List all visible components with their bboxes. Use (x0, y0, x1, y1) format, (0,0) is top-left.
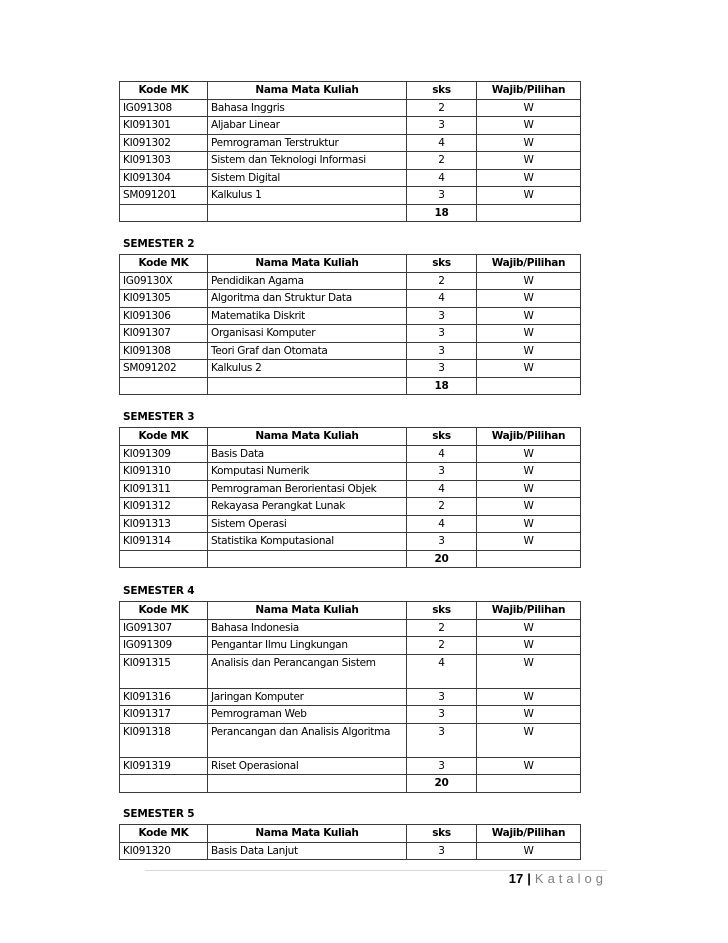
table-row (120, 445, 581, 463)
course-name: Organisasi Komputer (208, 325, 407, 343)
course-type: W (477, 290, 581, 308)
course-type: W (477, 654, 581, 688)
page-footer (509, 871, 607, 886)
course-name: Teori Graf dan Otomata (208, 342, 407, 360)
course-name: Pengantar Ilmu Lingkungan (208, 637, 407, 655)
course-code: KI091302 (120, 134, 208, 152)
course-type: W (477, 498, 581, 516)
course-type: W (477, 99, 581, 117)
header-wajib-pilihan: Wajib/Pilihan (477, 428, 581, 446)
course-code: KI091317 (120, 706, 208, 724)
course-code: KI091304 (120, 169, 208, 187)
total-sks: 18 (407, 377, 477, 395)
table-row (120, 325, 581, 343)
footer-label: Katalog (534, 871, 607, 886)
course-type: W (477, 169, 581, 187)
course-type: W (477, 515, 581, 533)
course-code: KI091313 (120, 515, 208, 533)
course-type: W (477, 533, 581, 551)
table-row (120, 619, 581, 637)
table-row (120, 117, 581, 135)
course-type: W (477, 480, 581, 498)
course-sks: 3 (407, 187, 477, 205)
course-type: W (477, 463, 581, 481)
course-name: Pendidikan Agama (208, 272, 407, 290)
header-sks: sks (407, 825, 477, 843)
course-name: Sistem Operasi (208, 515, 407, 533)
table-header-row (120, 428, 581, 446)
course-sks: 3 (407, 117, 477, 135)
course-sks: 4 (407, 169, 477, 187)
table-row (120, 757, 581, 775)
header-nama-mata-kuliah: Nama Mata Kuliah (208, 428, 407, 446)
table-row (120, 637, 581, 655)
header-sks: sks (407, 428, 477, 446)
table-row (120, 842, 581, 860)
semester-4-table (119, 601, 581, 793)
course-sks: 3 (407, 706, 477, 724)
course-sks: 3 (407, 325, 477, 343)
course-type: W (477, 706, 581, 724)
course-name: Pemrograman Web (208, 706, 407, 724)
course-name: Basis Data Lanjut (208, 842, 407, 860)
course-name: Analisis dan Perancangan Sistem (208, 654, 407, 688)
total-sks: 20 (407, 550, 477, 568)
course-type: W (477, 134, 581, 152)
course-name: Sistem Digital (208, 169, 407, 187)
course-type: W (477, 152, 581, 170)
course-code: KI091312 (120, 498, 208, 516)
table-row (120, 169, 581, 187)
table-row (120, 480, 581, 498)
table-header-row (120, 602, 581, 620)
header-wajib-pilihan: Wajib/Pilihan (477, 825, 581, 843)
course-code: KI091314 (120, 533, 208, 551)
course-name: Basis Data (208, 445, 407, 463)
course-sks: 2 (407, 99, 477, 117)
course-code: KI091320 (120, 842, 208, 860)
header-kode-mk: Kode MK (120, 602, 208, 620)
course-name: Jaringan Komputer (208, 688, 407, 706)
course-sks: 3 (407, 723, 477, 757)
course-code: KI091318 (120, 723, 208, 757)
table-row (120, 307, 581, 325)
header-nama-mata-kuliah: Nama Mata Kuliah (208, 255, 407, 273)
course-code: KI091319 (120, 757, 208, 775)
course-name: Sistem dan Teknologi Informasi (208, 152, 407, 170)
course-sks: 4 (407, 480, 477, 498)
course-type: W (477, 688, 581, 706)
table-row (120, 152, 581, 170)
table-row (120, 463, 581, 481)
header-kode-mk: Kode MK (120, 255, 208, 273)
total-row (120, 377, 581, 395)
total-row (120, 204, 581, 222)
semester-3-table (119, 427, 581, 568)
course-type: W (477, 272, 581, 290)
total-sks: 18 (407, 204, 477, 222)
course-sks: 2 (407, 619, 477, 637)
semester-5-title: SEMESTER 5 (123, 808, 195, 820)
course-code: KI091306 (120, 307, 208, 325)
header-kode-mk: Kode MK (120, 428, 208, 446)
course-type: W (477, 325, 581, 343)
table-header-row (120, 255, 581, 273)
course-name: Algoritma dan Struktur Data (208, 290, 407, 308)
course-sks: 4 (407, 654, 477, 688)
course-code: IG091308 (120, 99, 208, 117)
course-name: Kalkulus 1 (208, 187, 407, 205)
course-code: KI091305 (120, 290, 208, 308)
semester-1-table (119, 81, 581, 222)
course-type: W (477, 619, 581, 637)
header-sks: sks (407, 255, 477, 273)
course-code: IG09130X (120, 272, 208, 290)
semester-2-table (119, 254, 581, 395)
course-type: W (477, 637, 581, 655)
table-row (120, 533, 581, 551)
table-row (120, 272, 581, 290)
table-row (120, 134, 581, 152)
footer-separator: | (527, 871, 531, 886)
course-code: KI091310 (120, 463, 208, 481)
course-type: W (477, 117, 581, 135)
header-nama-mata-kuliah: Nama Mata Kuliah (208, 82, 407, 100)
course-sks: 2 (407, 272, 477, 290)
course-sks: 4 (407, 445, 477, 463)
course-name: Pemrograman Berorientasi Objek (208, 480, 407, 498)
course-code: KI091309 (120, 445, 208, 463)
table-row (120, 99, 581, 117)
header-sks: sks (407, 82, 477, 100)
course-code: KI091308 (120, 342, 208, 360)
course-code: SM091202 (120, 360, 208, 378)
table-row (120, 360, 581, 378)
course-sks: 4 (407, 290, 477, 308)
course-sks: 4 (407, 515, 477, 533)
course-code: KI091303 (120, 152, 208, 170)
course-sks: 3 (407, 360, 477, 378)
course-type: W (477, 360, 581, 378)
total-sks: 20 (407, 775, 477, 793)
table-row (120, 187, 581, 205)
course-type: W (477, 757, 581, 775)
table-row (120, 706, 581, 724)
course-sks: 3 (407, 688, 477, 706)
course-name: Pemrograman Terstruktur (208, 134, 407, 152)
course-type: W (477, 723, 581, 757)
table-header-row (120, 82, 581, 100)
course-name: Perancangan dan Analisis Algoritma (208, 723, 407, 757)
semester-5-table (119, 824, 581, 860)
header-nama-mata-kuliah: Nama Mata Kuliah (208, 602, 407, 620)
semester-4-title: SEMESTER 4 (123, 585, 195, 597)
course-sks: 3 (407, 757, 477, 775)
semester-3-title: SEMESTER 3 (123, 411, 195, 423)
course-name: Matematika Diskrit (208, 307, 407, 325)
total-row (120, 775, 581, 793)
total-row (120, 550, 581, 568)
course-name: Kalkulus 2 (208, 360, 407, 378)
course-code: KI091311 (120, 480, 208, 498)
header-wajib-pilihan: Wajib/Pilihan (477, 602, 581, 620)
course-name: Aljabar Linear (208, 117, 407, 135)
table-row (120, 723, 581, 757)
table-row (120, 342, 581, 360)
course-sks: 3 (407, 463, 477, 481)
header-kode-mk: Kode MK (120, 82, 208, 100)
course-type: W (477, 187, 581, 205)
header-wajib-pilihan: Wajib/Pilihan (477, 82, 581, 100)
table-header-row (120, 825, 581, 843)
course-code: KI091301 (120, 117, 208, 135)
course-sks: 4 (407, 134, 477, 152)
course-type: W (477, 445, 581, 463)
course-code: KI091316 (120, 688, 208, 706)
table-row (120, 290, 581, 308)
header-nama-mata-kuliah: Nama Mata Kuliah (208, 825, 407, 843)
course-sks: 2 (407, 637, 477, 655)
course-code: IG091309 (120, 637, 208, 655)
course-sks: 2 (407, 152, 477, 170)
course-name: Rekayasa Perangkat Lunak (208, 498, 407, 516)
course-sks: 2 (407, 498, 477, 516)
course-name: Komputasi Numerik (208, 463, 407, 481)
header-kode-mk: Kode MK (120, 825, 208, 843)
course-name: Bahasa Inggris (208, 99, 407, 117)
table-row (120, 654, 581, 688)
course-sks: 3 (407, 842, 477, 860)
course-sks: 3 (407, 533, 477, 551)
course-code: KI091315 (120, 654, 208, 688)
table-row (120, 515, 581, 533)
course-name: Riset Operasional (208, 757, 407, 775)
course-sks: 3 (407, 342, 477, 360)
course-code: KI091307 (120, 325, 208, 343)
course-name: Statistika Komputasional (208, 533, 407, 551)
course-sks: 3 (407, 307, 477, 325)
course-type: W (477, 342, 581, 360)
course-name: Bahasa Indonesia (208, 619, 407, 637)
course-type: W (477, 842, 581, 860)
header-wajib-pilihan: Wajib/Pilihan (477, 255, 581, 273)
table-row (120, 688, 581, 706)
table-row (120, 498, 581, 516)
course-code: IG091307 (120, 619, 208, 637)
header-sks: sks (407, 602, 477, 620)
semester-2-title: SEMESTER 2 (123, 238, 195, 250)
course-code: SM091201 (120, 187, 208, 205)
page-number: 17 (508, 871, 524, 886)
course-type: W (477, 307, 581, 325)
